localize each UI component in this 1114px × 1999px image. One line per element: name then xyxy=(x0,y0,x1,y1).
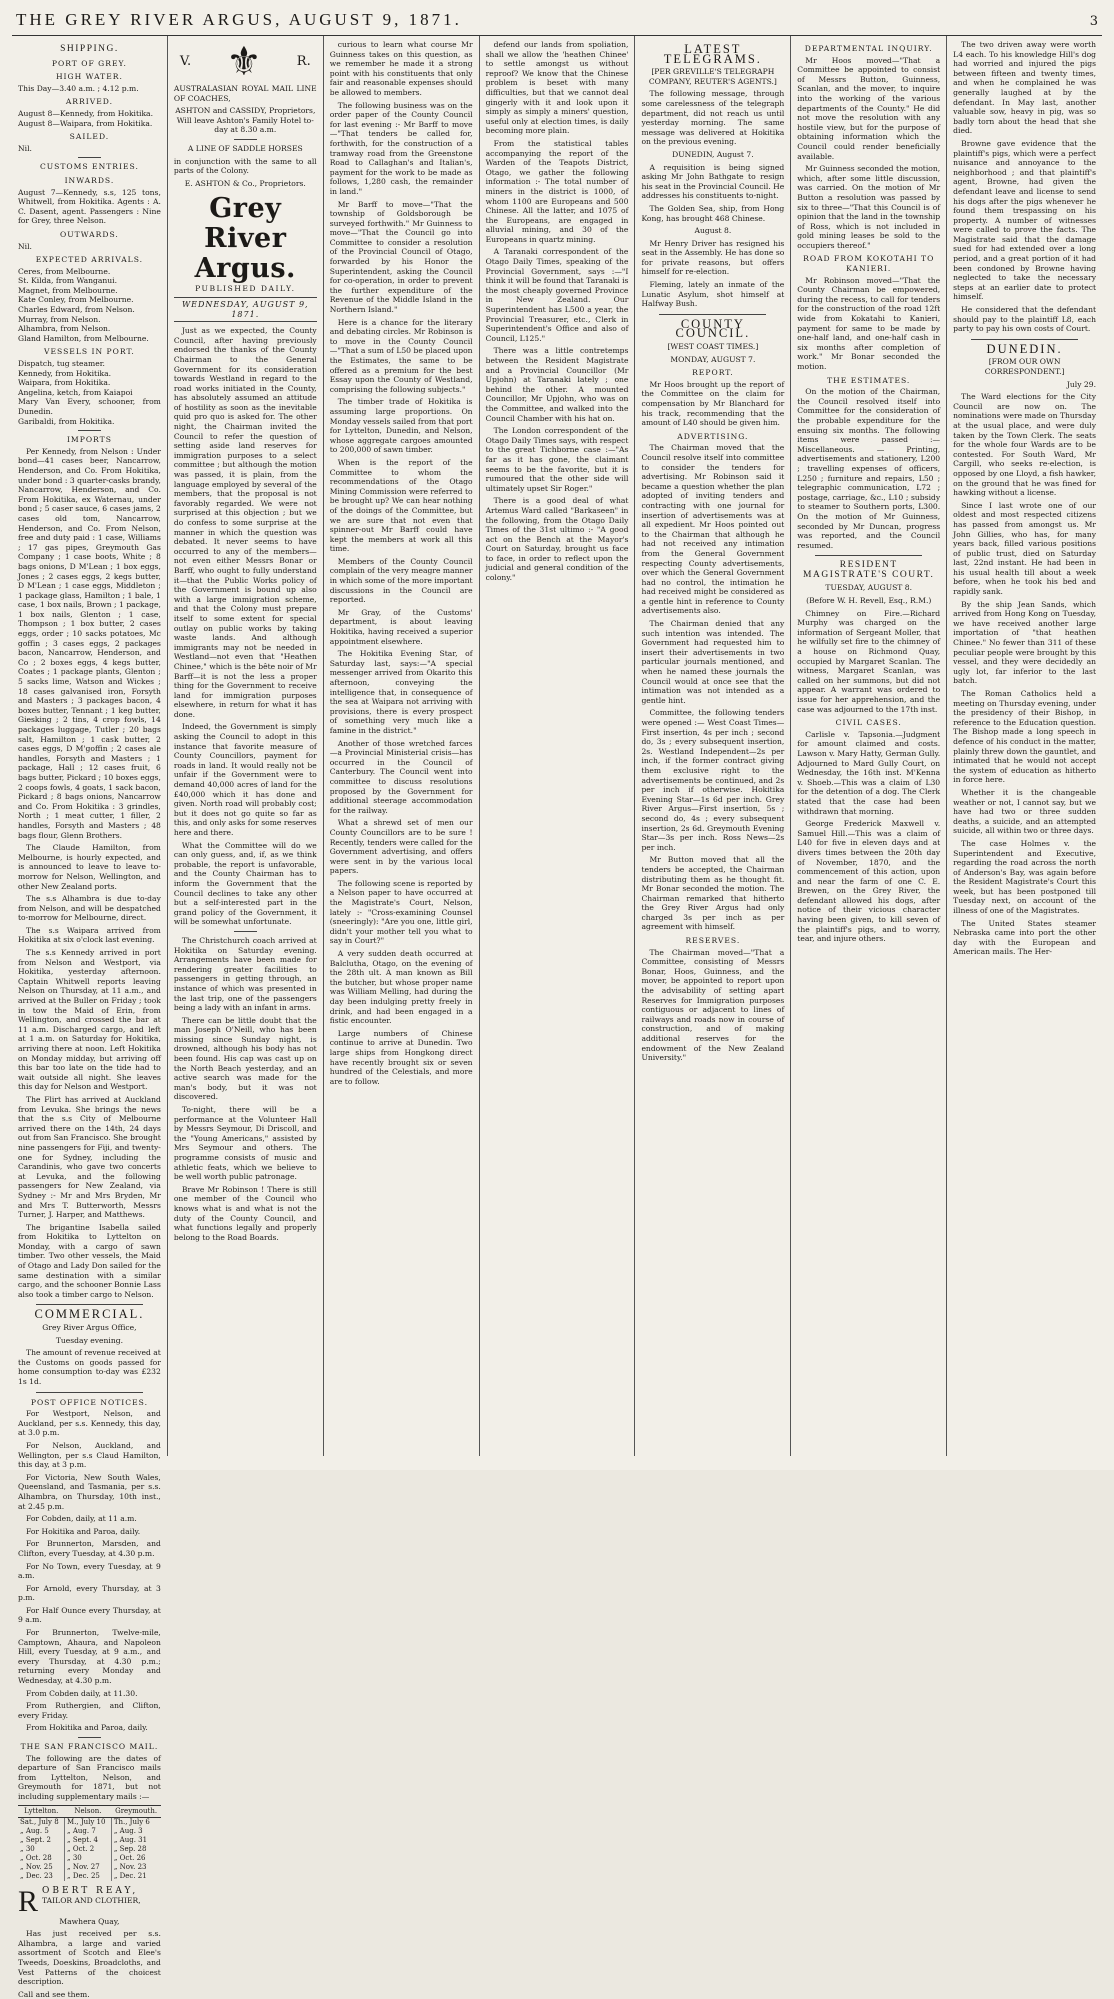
rm-before: (Before W. H. Revell, Esq., R.M.) xyxy=(806,596,932,606)
article-paragraph: The s.s Waipara arrived from Hokitika at six o'clock last evening. xyxy=(18,925,161,945)
list-item: From Hokitika and Paroa, daily. xyxy=(26,1723,148,1733)
table-cell: „ Aug. 5 xyxy=(18,1827,64,1836)
table-cell: „ Nov. 27 xyxy=(64,1863,111,1872)
subheading: THE ESTIMATES. xyxy=(827,375,911,385)
port-heading: PORT OF GREY. xyxy=(51,58,127,68)
correspondent-note: [FROM OUR OWN CORRESPONDENT.] xyxy=(984,357,1065,376)
article-paragraph: George Frederick Maxwell v. Samuel Hill.—This was a claim of L40 for five in eleven days and at divers times between the 20th day of November, 1870, and the commencement of this action, upon and near the farm of one C. E. Brewen, on the Grey River, the defendant allowed his dogs, after notice of their vicious character having been given, to kill seven of the plaintiff's pigs, and to worry, tear, and injure others. xyxy=(797,819,941,944)
saddle-sign: E. ASHTON & Co., Proprietors. xyxy=(184,178,306,188)
divider xyxy=(78,1737,101,1738)
divider xyxy=(659,314,766,315)
article-paragraph: Mr Hoos moved—"That a Committee be appointed to consist of Messrs Button, Guinness, Scanlan, and the mover, to inquire into the working of the various departments of the County." He did not move the resolution with any hostile view, but for the purpose of obtaining information which the Council could render beneficially available. xyxy=(797,55,941,161)
subheading: REPORT. xyxy=(692,368,734,378)
article-paragraph: The United States steamer Nebraska came into port the other day with the European and American mails. The Her- xyxy=(953,918,1097,957)
article-paragraph: The Chairman moved that the Council resolve itself into committee to consider the tenders for advertising. Mr Robinson said it became a question whether the plan adopted of inviting tenders and contracting with one journal for insertion of advertisements was at all expedient. Mr Hoos pointed out to the Chairman that although he had not received any intimation from the General Government respecting County advertisements, over which the General Government had no control, the intimation he had received might be considered as a gentle hint in reference to County advertisements also. xyxy=(641,443,785,616)
in-port-list xyxy=(18,359,161,426)
column-4 xyxy=(480,36,636,1456)
list-item: Waipara, from Hokitika. xyxy=(18,378,111,388)
article-paragraph: The Claude Hamilton, from Melbourne, is hourly expected, and is announced to leave to leave to-morrow for Nelson, Wellington, and other New Zealand ports. xyxy=(18,843,161,891)
divider xyxy=(78,430,101,431)
drop-cap: R xyxy=(18,1884,39,1918)
list-item: Garibaldi, from Hokitika. xyxy=(18,416,115,426)
list-item: August 8—Waipara, from Hokitika. xyxy=(18,118,153,128)
imports-body: Per Kennedy, from Nelson : Under bond—41 cases beer, Nancarrow, Henderson, and Co. From Hokitika, under bond : 3 quarter-casks brandy, Nancarrow, Henderson, and Co. From Hokitika, ex Waternau, under bond ; 5 caser sauce, 6 cases jams, 2 cases old tom, Nancarrow, Henderson, and Co. From Nelson, free and duty paid : 1 case, Williams ; 17 gas pipes, Greymouth Gas Company ; 1 case boots, White ; 8 bags onions, D M'Lean ; 1 box eggs, Jones ; 2 cases eggs, 2 kegs butter, D M'Lean ; 1 case eggs, Middleton ; 1 package glass, Hamilton ; 1 bale, 1 case, 1 box nails, Brown ; 1 package, 1 box nails, Glenton ; 1 case, Thompson ; 1 box butter, 2 cases eggs, order ; 10 sacks potatoes, Mc goffin ; 3 cases eggs, 2 packages bacon, Nancarrow, Henderson, and Co ; 2 boxes eggs, 4 kegs butter, Coates ; 1 package plants, Glenton ; 5 sacks lime, Watson and Wickes ; 18 cases galvanised iron, Forsyth and Masters ; 3 packages bacon, 4 boxes butter, Tennant ; 1 keg butter, Giesking ; 2 tins, 4 crop fowls, 14 packages luggage, Tutler ; 20 bags salt, Hamilton ; 1 cask butter, 2 cases eggs, D M'goffin ; 2 cases ale handles, Forsyth and Masters ; 1 package, Hall ; 12 cases fruit, 6 bags butter, Pickard ; 10 boxes eggs, 2 coops fowls, 4 goats, 1 sack bacon, Pickard ; 8 bags onions, Nancarrow and Co. From Hokitika : 3 grindles, North ; 1 meat cutter, 1 filler, 2 handles, Forsyth and Masters ; 48 bags flour, Glenn Brothers. xyxy=(18,446,161,840)
table-header: Nelson. xyxy=(64,1805,111,1817)
list-item: Murray, from Nelson. xyxy=(18,314,101,324)
article-paragraph: From the statistical tables accompanying the report of the Warden of the Teapots District, Otago, we gather the following information :- The total number of miners in the district is 1000, of whom 1100 are Europeans and 500 Chinese. All the latter, and 1075 of the Europeans, are engaged in alluvial mining, and 30 of the Europeans in quartz mining. xyxy=(485,138,629,244)
article-paragraph: Another of those wretched farces—a Provincial Ministerial crisis—has occurred in the Council of Canterbury. The Council went into committee to discuss resolutions proposed by the Government for additional steerage accommodation for the railway. xyxy=(329,738,473,815)
commercial-office: Grey River Argus Office, xyxy=(42,1323,137,1333)
article-paragraph: The case Holmes v. the Superintendent and Executive, regarding the road across the north of Anderson's Bay, was again before the Resident Magistrate's Court this week, but has been postponed till Tuesday next, on account of the illness of one of the Magistrates. xyxy=(953,838,1097,916)
in-port-label: VESSELS IN PORT. xyxy=(44,347,135,357)
article-paragraph: There is a good deal of what Artemus Ward called "Barkaseen" in the following, from the Otago Daily Times of the 31st ultimo :- "A good act on the Bench at the Mayor's Court on Saturday, brought us face to face, in order to reflect upon the judicial and general condition of the colony." xyxy=(485,496,629,583)
subheading: ADVERTISING. xyxy=(677,431,749,441)
article-paragraph: The Chairman denied that any such intention was intended. The Government had requested him to insert their advertisements in two particular journals mentioned, and when he named these journals the Council would at once see that the intimation was not intended as a gentle hint. xyxy=(641,619,785,705)
article-paragraph: There was a little contretemps between the Resident Magistrate and a Provincial Councillor (Mr Upjohn) at Taranaki lately ; one behind the other. A mounted Councillor, Mr Upjohn, who was on the Committee, and walked into the Council Chamber with his hat on. xyxy=(485,346,629,423)
arrived-label: ARRIVED. xyxy=(65,97,114,107)
r-letter: R. xyxy=(296,54,311,70)
article-paragraph: A very sudden death occurred at Balclutha, Otago, on the evening of the 28th ult. A man known as Bill the butcher, but whose proper name was William Melling, had during the day been indulging pretty freely in drink, and had been engaged in a fistic encounter. xyxy=(329,949,473,1026)
table-cell: „ 30 xyxy=(64,1854,111,1863)
table-cell: „ Sep. 28 xyxy=(113,1844,147,1853)
list-item: Gland Hamilton, from Melbourne. xyxy=(18,333,149,343)
table-header: Greymouth. xyxy=(111,1805,161,1817)
list-item: For Brunnerton, Marsden, and Clifton, every Tuesday, at 4.30 p.m. xyxy=(18,1539,161,1558)
table-row xyxy=(18,1872,161,1881)
divider xyxy=(78,157,101,158)
article-paragraph: defend our lands from spoliation, shall we allow the 'heathen Chinee' to settle amongst us without reproof? We know that the Chinese problem is beset with many difficulties, but that we cannot deal gingerly with it and look upon it simply as simply a miners' question, useful only at election times, is daily becoming more plain. xyxy=(485,40,629,136)
saddle-body: in conjunction with the same to all parts of the Colony. xyxy=(173,156,317,176)
list-item: St. Kilda, from Wanganui. xyxy=(18,276,118,286)
article-paragraph: Carlisle v. Tapsonia.—Judgment for amount claimed and costs. Lawson v. Mary Hatty, German Gully. Adjourned to Mard Gully Court, on Wednesday, the 16th inst. M'Kenna v. Shoeb.—This was a claim of L30 for the detention of a dog. The Clerk stated that the case had been withdrawn that morning. xyxy=(797,729,941,816)
commercial-date: Tuesday evening. xyxy=(55,1335,124,1345)
article-paragraph: Just as we expected, the County Council, after having previously endorsed the thanks of the County Chairman to the General Government for its consideration towards Westland in regard to the road works initiated in the County, has absolutely assumed an attitude of hostility as soon as the inevitable quid pro quo is asked for. The other night, the Chairman invited the Council to refer the question of setting aside land reserves for immigration purposes to a select committee ; but although the motion was passed, it is plain, from the language employed by several of the members, that the proposal is not favorably regarded. We were not surprised at this objection ; but we do confess to some surprise at the manner in which the question was debated. It never seems to have occurred to any of the members—not even either Messrs Bonar or Barff, who ought to fully understand it—that the Public Works policy of the Government is bound up also with a large immigration scheme, and that the Colony must prepare itself to some extent for special outlay on public works by taking waste lands. And although immigrants may not be needed in Westland—not even that "Heathen Chinee," which is the bête noir of Mr Barff—it is not the less a proper thing for the Government to receive land for immigration purposes elsewhere, in return for what it has done. xyxy=(173,326,317,719)
article-paragraph: The London correspondent of the Otago Daily Times says, with respect to the great Tichborne case :—"As far as it has gone, the claimant seems to be the favorite, but it is rumoured that the other side will ultimately upset Sir Roger." xyxy=(485,426,629,493)
saddle-title: A LINE OF SADDLE HORSES xyxy=(187,143,303,153)
list-item: For Nelson, Auckland, and Wellington, per s.s Claud Hamilton, this day, at 3 p.m. xyxy=(18,1440,161,1470)
article-paragraph: Since I last wrote one of our oldest and most respected citizens has passed from amongst us. Mr John Gillies, who has, for many years back, filled various positions of public trust, died on Saturday last, 22nd instant. He had been in his usual health till about a week before, when he took his bed and rapidly sank. xyxy=(953,500,1097,597)
outwards-label: OUTWARDS. xyxy=(60,229,119,239)
table-row xyxy=(18,1817,161,1827)
article-paragraph: Mr Hoos brought up the report of the Committee on the claim for compensation by Mr Blanchard for his track, recommending that the amount of L40 should be given him. xyxy=(641,379,785,428)
table-row xyxy=(18,1863,161,1872)
table-cell: „ Aug. 31 xyxy=(113,1835,148,1844)
article-paragraph: What the Committee will do we can only guess, and, if, as we think probable, the report is unfavorable, and the County Chairman has to inform the Government that the Council declines to take any other but a self-interested part in the grand policy of the Government, it will be somewhat unfortunate. xyxy=(173,840,317,927)
table-cell: „ Nov. 25 xyxy=(18,1863,64,1872)
table-cell: „ Oct. 26 xyxy=(113,1853,146,1862)
outwards-text: Nil. xyxy=(18,241,32,251)
county-date: MONDAY, AUGUST 7. xyxy=(670,354,756,364)
table-cell: „ Oct. 28 xyxy=(18,1854,64,1863)
table-cell: „ Sept. 4 xyxy=(64,1836,111,1845)
sf-mail-intro: The following are the dates of departure of San Francisco mails from Lyttelton, Nelson, and Greymouth for 1871, but not including supplementary mails :— xyxy=(18,1753,161,1801)
article-paragraph: Browne gave evidence that the plaintiff's pigs, which were a perfect nuisance and annoyance to the neighborhood ; and that plaintiff's agent, Browne, had given the defendant leave and license to send his dogs after the pigs whenever he found them trespassing on his property. A number of witnesses were called to prove the facts. The Magistrate said that the damage sued for had extended over a long period, and a great portion of it had been condoned by Browne having neglected to take the necessary steps at an earlier date to protect himself. xyxy=(953,138,1097,302)
article-paragraph: Mr Gray, of the Customs' department, is about leaving Hokitika, having received a superior appointment elsewhere. xyxy=(329,607,473,646)
column-3 xyxy=(324,36,480,1456)
divider xyxy=(815,555,922,556)
article-paragraph: The Chairman moved—"That a Committee, consisting of Messrs Bonar, Hoos, Guinness, and the mover, be appointed to report upon the advisability of setting apart Reserves for Immigration purposes contiguous or adjacent to lines of railways and roads now in course of construction, and of making additional reserves for the endowment of the New Zealand University." xyxy=(641,947,785,1063)
list-item: For Cobden, daily, at 11 a.m. xyxy=(26,1514,137,1524)
tailor-body: Has just received per s.s. Alhambra, a large and varied assortment of Scotch and Elee's Tweeds, Doeskins, Broadcloths, and Vest Patterns of the choicest description. xyxy=(18,1929,161,1987)
sailed-label: SAILED. xyxy=(69,132,110,142)
post-office-heading: POST OFFICE NOTICES. xyxy=(30,1397,149,1407)
high-water-label: HIGH WATER. xyxy=(55,72,123,82)
table-cell: Sat., July 8 xyxy=(18,1817,64,1827)
article-paragraph: Committee, the following tenders were opened :— West Coast Times—First insertion, 4s per inch ; second do, 3s ; every subsequent insertion, 2s. Westland Independent—2s per inch, if the former contract giving them exclusive right to the advertisements be continued, and 2s per inch if otherwise. Hokitika Evening Star—1s 6d per inch. Grey River Argus—First insertion, 5s ; second do, 4s ; every subsequent insertion, 2s 6d. Greymouth Evening Star—3s per inch. Ross News—2s per inch. xyxy=(641,708,785,852)
expected-label: EXPECTED ARRIVALS. xyxy=(35,255,144,265)
inwards-text: August 7—Kennedy, s.s, 125 tons, Whitwell, from Hokitika. Agents : A. C. Dasent, agent. Passengers : Nine for Grey, three Nelson. xyxy=(18,187,161,226)
sf-mail-heading: THE SAN FRANCISCO MAIL. xyxy=(20,1742,159,1751)
subheading: DEPARTMENTAL INQUIRY. xyxy=(804,44,933,53)
list-item: Kennedy, from Hokitika. xyxy=(18,368,112,378)
tailor-footer: Call and see them. xyxy=(18,1989,90,1999)
article-paragraph: Mr Guinness seconded the motion, which, after some little discussion, was carried. On the motion of Mr Button a resolution was passed by six to three—"That this Council is of opinion that the land in the township of Ross, which is not included in gold mining leases be sold to the occupiers thereof." xyxy=(797,164,941,250)
list-item: Angelina, ketch, from Kaiapoi xyxy=(18,387,133,397)
table-cell: „ Sept. 2 xyxy=(18,1836,64,1845)
article-paragraph: The timber trade of Hokitika is assuming large proportions. On Monday vessels sailed from that port for Lyttelton, Dunedin, and Nelson, whose aggregate cargoes amounted to 200,000 of sawn timber. xyxy=(329,397,473,455)
subheading: RESERVES. xyxy=(685,936,741,946)
list-item: Kate Conley, from Melbourne. xyxy=(18,295,134,305)
article-paragraph: Here is a chance for the literary and debating circles. Mr Robinson is to move in the County Council—"That a sum of L50 be placed upon the Estimates, the same to be offered as a premium for the best Essay upon the County of Westland, comprising the following subjects." xyxy=(329,317,473,394)
table-row xyxy=(18,1827,161,1836)
table-cell: „ Nov. 23 xyxy=(113,1862,147,1871)
telegram: Fleming, lately an inmate of the Lunatic Asylum, shot himself at Halfway Bush. xyxy=(641,280,785,309)
subheading: ROAD FROM KOKOTAHI TO KANIERI. xyxy=(803,254,935,274)
newspaper-masthead: Grey River Argus. xyxy=(194,193,296,285)
dateline: DUNEDIN, August 7. xyxy=(672,149,754,159)
table-cell: Th., July 6 xyxy=(113,1817,150,1826)
article-paragraph: curious to learn what course Mr Guinness takes on this question, as we remember he made it a strong point with his constituents that only fair and reasonable expenses should be allowed to members. xyxy=(329,40,473,97)
shipping-heading: SHIPPING. xyxy=(60,44,119,54)
article-paragraph: Whether it is the changeable weather or not, I cannot say, but we have had two or three sudden deaths, a suicide, and an attempted suicide, all within two or three days. xyxy=(953,787,1097,836)
table-cell: „ Oct. 2 xyxy=(64,1845,111,1854)
table-row xyxy=(18,1854,161,1863)
column-7 xyxy=(947,36,1102,1456)
telegrams-intro: The following message, through some carelessness of the telegraph department, did not reach us until yesterday morning. The same message was delivered at Hokitika on the previous evening. xyxy=(641,89,785,147)
article-paragraph: Mr Robinson moved—"That the County Chairman be empowered, during the recess, to call for tenders for the construction of the road 12ft wide from Kokatahi to Kanieri, payment for same to be made by one-half land, and one-half cash in six months after completion of work." Mr Bonar seconded the motion. xyxy=(797,275,941,371)
article-paragraph: Members of the County Council complain of the very meagre manner in which some of the more important discussions in the Council are reported. xyxy=(329,556,473,605)
list-item: August 8—Kennedy, from Hokitika. xyxy=(18,108,153,118)
list-item: Alhambra, from Nelson. xyxy=(18,324,111,334)
page-masthead xyxy=(12,10,1102,36)
list-item: For Brunnerton, Twelve-mile, Camptown, Ahaura, and Napoleon Hill, every Tuesday, at 9 a.m., and every Thursday, at 4.30 p.m.; returning every Monday and Wednesday, at 4.30 p.m. xyxy=(18,1628,161,1686)
telegram: Mr Henry Driver has resigned his seat in the Assembly. He has done so for private reasons, but offers himself for re-election. xyxy=(641,238,785,277)
article-paragraph: Brave Mr Robinson ! There is still one member of the Council who knows what is and what is not the duty of the County Council, and what functions legally and properly belong to the Road Boards. xyxy=(173,1184,317,1242)
article-paragraph: The brigantine Isabella sailed from Hokitika to Lyttelton on Monday, with a cargo of sawn timber. Two other vessels, the Maid of Otago and Lady Don sailed for the same destination with a similar cargo, and the schooner Bonnie Lass also took a timber cargo to Nelson. xyxy=(18,1222,161,1299)
divider xyxy=(234,139,257,140)
royal-arms xyxy=(174,40,317,84)
table-row xyxy=(18,1836,161,1845)
article-paragraph: To-night, there will be a performance at the Volunteer Hall by Messrs Seymour, Di Driscoll, and the "Young Americans," assisted by Mrs Seymour and others. The programme consists of music and athletic feats, which we believe to be well worth public patronage. xyxy=(173,1105,317,1182)
table-row xyxy=(18,1845,161,1854)
list-item: Charles Edward, from Nelson. xyxy=(18,305,135,315)
column-1 xyxy=(12,36,168,1999)
divider xyxy=(234,931,257,932)
article-paragraph: Large numbers of Chinese continue to arrive at Dunedin. Two large ships from Hongkong direct have recently brought six or seven hundred of the Celestials, and more are to follow. xyxy=(329,1028,473,1086)
list-item: For Half Ounce every Thursday, at 9 a.m. xyxy=(18,1605,161,1625)
dateline: August 8. xyxy=(694,226,732,236)
correspondent-date: July 29. xyxy=(1066,379,1097,389)
list-item: From Ruthergien, and Clifton, every Friday. xyxy=(18,1701,161,1720)
county-council-heading: COUNTY COUNCIL. xyxy=(675,316,751,341)
commercial-body: The amount of revenue received at the Customs on goods passed for home consumption to-day was £232 1s 1d. xyxy=(18,1348,161,1386)
table-header: Lyttelton. xyxy=(18,1805,64,1817)
list-item: For Westport, Nelson, and Auckland, per s.s. Kennedy, this day, at 3.0 p.m. xyxy=(18,1409,161,1438)
article-paragraph: He considered that the defendant should pay to the plaintiff L8, each party to pay his own costs of Court. xyxy=(953,305,1097,334)
table-cell: M., July 10 xyxy=(64,1817,111,1827)
list-item: Magnet, from Melbourne. xyxy=(18,285,118,295)
article-paragraph: The Flirt has arrived at Auckland from Levuka. She brings the news that the s.s City of Melbourne arrived there on the 14th, 24 days out from San Francisco. She brought nine passengers for Fiji, and twenty-one for Sydney, including the Carandinis, who gave two concerts at Levuka, and the following passengers for New Zealand, via Sydney :- Mr and Mrs Bryden, Mr and Mrs T. Butterworth, Messrs Turner, J. Harper, and Matthews. xyxy=(18,1094,161,1220)
article-paragraph: On the motion of the Chairman, the Council resolved itself into Committee for the consideration of the probable expenditure for the ensuing six months. The following items were passed :— Miscellaneous. — Printing, advertisements and stationery, L200 ; travelling expenses of officers, L250 ; furniture and repairs, L50 ; telegraphic communication, L72 ; postage, carriage, &c., L10 ; subsidy to steamer to Southern ports, L300. On the motion of Mr Guinness, seconded by Mr Duncan, progress was reported, and the Council resumed. xyxy=(797,387,941,550)
tailor-trade: TAILOR AND CLOTHIER, xyxy=(42,1896,141,1906)
article-paragraph: Indeed, the Government is simply asking the Council to adopt in this instance that favorite measure of County Councillors, payment for roads in land. It would really not be unfair if the Government were to demand 40,000 acres of land for the £40,000 which it has done and given. North road will probably cost; but it does not go quite so far as this, and only asks for some reserves here and there. xyxy=(173,722,317,837)
column-6 xyxy=(791,36,947,1456)
sf-mail-table xyxy=(18,1805,161,1881)
customs-heading: CUSTOMS ENTRIES. xyxy=(39,162,139,172)
list-item: For Hokitika and Paroa, daily. xyxy=(26,1526,141,1536)
table-cell: „ Dec. 21 xyxy=(113,1871,147,1880)
list-item: For Arnold, every Thursday, at 3 p.m. xyxy=(18,1583,161,1603)
crest-icon: ⚜ xyxy=(226,39,262,85)
article-paragraph: The following business was on the order paper of the County Council for last evening :- Mr Barff to move—"That tenders be called for, forthwith, for the construction of a tramway road from the Greenstone Road to Callaghan's and Italian's, payment for the work to be made as follows, 1,280 cash, the remainder in land." xyxy=(329,100,473,196)
table-cell: „ Dec. 23 xyxy=(18,1872,64,1881)
rm-date: TUESDAY, AUGUST 8. xyxy=(825,583,913,593)
article-paragraph: There can be little doubt that the man Joseph O'Neill, who has been missing since Sunday night, is drowned, although his body has not been found. His cap was cast up on the North Beach yesterday, and an active search was made for the man's body, but it was not discovered. xyxy=(173,1015,317,1102)
v-letter: V. xyxy=(179,54,192,70)
commercial-heading: COMMERCIAL. xyxy=(34,1307,145,1322)
rm-court-heading: RESIDENT MAGISTRATE'S COURT. xyxy=(803,560,935,580)
sailed-value: Nil. xyxy=(18,143,32,153)
article-paragraph: The following scene is reported by a Nelson paper to have occurred at the Magistrate's Court, Nelson, lately :- "Cross-examining Counsel (sneeringly): "Are you one, little girl, didn't your mother tell you what to say in Court?" xyxy=(329,878,473,946)
telegrams-heading: LATEST TELEGRAMS. xyxy=(663,42,762,66)
telegrams-source: [PER GREVILLE'S TELEGRAPH COMPANY, REUTER'S AGENTS.] xyxy=(648,67,777,86)
tailor-name: OBERT REAY, xyxy=(42,1885,139,1896)
article-paragraph: A Taranaki correspondent of the Otago Daily Times, speaking of the Provincial Government, says :—"I think it will be found that Taranaki is the most cheaply governed Province in New Zealand. Our Superintendent has L500 a year, the Provincial Treasurer, etc., Clerk in Superintendent's Office and also of Council, L125." xyxy=(485,247,629,343)
article-paragraph: Mr Barff to move—"That the township of Goldsborough be surveyed forthwith." Mr Guinness to move—"That the Council go into Committee to consider a resolution of the Provincial Council of Otago, forwarded by his Honor the Superintendent, asking the Council for co-operation, in order to prevent the further expenditure of the Revenue of the Middle Island in the Northern Island." xyxy=(329,199,473,315)
table-cell: „ 30 xyxy=(18,1845,64,1854)
issue-date: WEDNESDAY, AUGUST 9, 1871. xyxy=(174,297,317,322)
article-paragraph: The Roman Catholics held a meeting on Thursday evening, under the presidency of their Bishop, in reference to the Education question. The Bishop made a long speech in defence of his conduct in the matter, plainly threw down the gauntlet, and intimated that he would not accept the system of education as hitherto in force here. xyxy=(953,689,1097,785)
table-cell: „ Dec. 25 xyxy=(64,1872,111,1881)
divider xyxy=(971,339,1078,340)
telegram: A requisition is being signed asking Mr John Bathgate to resign his seat in the Provincial Council. He addresses his constituents to-night. xyxy=(641,162,785,201)
article-paragraph: The s.s Alhambra is due to-day from Nelson, and will be despatched to-morrow for Melbourne, direct. xyxy=(18,894,161,923)
inwards-label: INWARDS. xyxy=(64,175,115,185)
list-item: Dispatch, tug steamer. xyxy=(18,359,105,369)
mail-coach-title: AUSTRALASIAN ROYAL MAIL LINE OF COACHES, xyxy=(173,84,317,103)
article-paragraph: When is the report of the Committee to whom the recommendations of the Otago Mining Commission were referred to be brought up? We can hear nothing of the doings of the Committee, but we are sure that not even that spinner-out Mr Barff could have kept the members at work all this time. xyxy=(329,457,473,554)
subheading: CIVIL CASES. xyxy=(835,718,902,728)
article-paragraph: The Hokitika Evening Star, of Saturday last, says:—"A special messenger arrived from Okarito this afternoon, conveying the intelligence that, in consequence of the sea at Waipara not arriving with provisions, there is every prospect of something very much like a famine in the district." xyxy=(329,649,473,735)
arrived-list xyxy=(18,109,161,128)
article-paragraph: The Christchurch coach arrived at Hokitika on Saturday evening. Arrangements have been made for rendering greater facilities to passengers in getting through, an instance of which was presented in the last trip, one of the passengers being a lady with an infant in arms. xyxy=(173,935,317,1013)
tailor-advert xyxy=(18,1884,161,1918)
page-number: 3 xyxy=(1089,14,1098,29)
newspaper-title: THE GREY RIVER ARGUS, AUGUST 9, 1871. xyxy=(16,10,462,29)
table-cell: „ Aug. 7 xyxy=(64,1827,111,1836)
county-source: [WEST COAST TIMES.] xyxy=(667,342,759,352)
list-item: From Cobden daily, at 11.30. xyxy=(26,1688,138,1698)
list-item: For No Town, every Tuesday, at 9 a.m. xyxy=(18,1561,161,1581)
table-cell: „ Aug. 3 xyxy=(113,1826,143,1835)
mail-coach-body: ASHTON and CASSIDY, Proprietors, Will leave Ashton's Family Hotel to-day at 8.30 a.m. xyxy=(175,106,316,135)
published-daily: PUBLISHED DAILY. xyxy=(195,284,296,294)
list-item: For Victoria, New South Wales, Queensland, and Tasmania, per s.s. Alhambra, on Thursday, 10th inst., at 2.45 p.m. xyxy=(18,1472,161,1511)
column-5 xyxy=(635,36,791,1456)
article-paragraph: Chimney on Fire.—Richard Murphy was charged on the information of Sergeant Moller, that he wilfully set fire to the chimney of a house on Richmond Quay, occupied by Margaret Scanlan. The witness, Margaret Scanlan, was called on her summons, but did not appear. A warrant was ordered to issue for her apprehension, and the case was adjourned to the 17th inst. xyxy=(797,608,941,714)
tailor-street: Mawhera Quay, xyxy=(59,1916,120,1926)
high-water-time: This Day—3.40 a.m. ; 4.12 p.m. xyxy=(18,83,139,93)
dunedin-heading: DUNEDIN. xyxy=(986,341,1063,356)
article-paragraph: By the ship Jean Sands, which arrived from Hong Kong on Tuesday, we have received another large importation of "that heathen Chinee." No fewer than 311 of these peculiar people were brought by this vessel, and they were decidedly an ugly lot, far inferior to the last batch. xyxy=(953,599,1097,686)
article-paragraph: What a shrewd set of men our County Councillors are to be sure ! Recently, tenders were called for the Government advertising, and offers were sent in by the various local papers. xyxy=(329,818,473,876)
article-paragraph: The s.s Kennedy arrived in port from Nelson and Westport, via Hokitika, yesterday afternoon. Captain Whitwell reports leaving Nelson on Thursday, at 11 a.m., and arrived at the Buller on Friday ; took in tow the Maid of Erin, from Wellington, and crossed the bar at 11 a.m. Discharged cargo, and left at 1 a.m. on Saturday for Hokitika, arriving there at noon. Left Hokitika on Monday midday, but arriving off this bar too late on the tide had to wait outside all night. She leaves this day for Nelson and Westport. xyxy=(18,948,161,1092)
imports-heading: IMPORTS xyxy=(66,435,112,445)
expected-list xyxy=(18,267,161,344)
list-item: Ceres, from Melbourne. xyxy=(18,266,111,276)
article-paragraph: The two driven away were worth L4 each. To his knowledge Hill's dog had worried and injured the pigs between fifteen and twenty times, and when he complained he was generally laughed at by the defendant. In May last, another valuable sow, heavy in pig, was so badly torn about the head that she died. xyxy=(953,40,1097,136)
article-paragraph: The Ward elections for the City Council are now on. The nominations were made on Thursday at the usual place, and were duly taken by the Town Clerk. The seats for the whole four Wards are to be contested. For South Ward, Mr Cargill, who seeks re-election, is opposed by one Lloyd, a fish hawker, on the ground that he was fined for hawking without a license. xyxy=(953,392,1097,498)
telegram: The Golden Sea, ship, from Hong Kong, has brought 468 Chinese. xyxy=(641,203,785,223)
divider xyxy=(36,1392,143,1393)
article-paragraph: Mr Button moved that all the tenders be accepted, the Chairman distributing them as he thought fit. Mr Bonar seconded the motion. The Chairman remarked that hitherto the Grey River Argus had only charged 3s per inch as per agreement with himself. xyxy=(641,855,785,932)
column-2 xyxy=(168,36,324,1456)
list-item: Mary Van Every, schooner, from Dunedin. xyxy=(18,397,161,416)
divider xyxy=(36,1304,143,1305)
